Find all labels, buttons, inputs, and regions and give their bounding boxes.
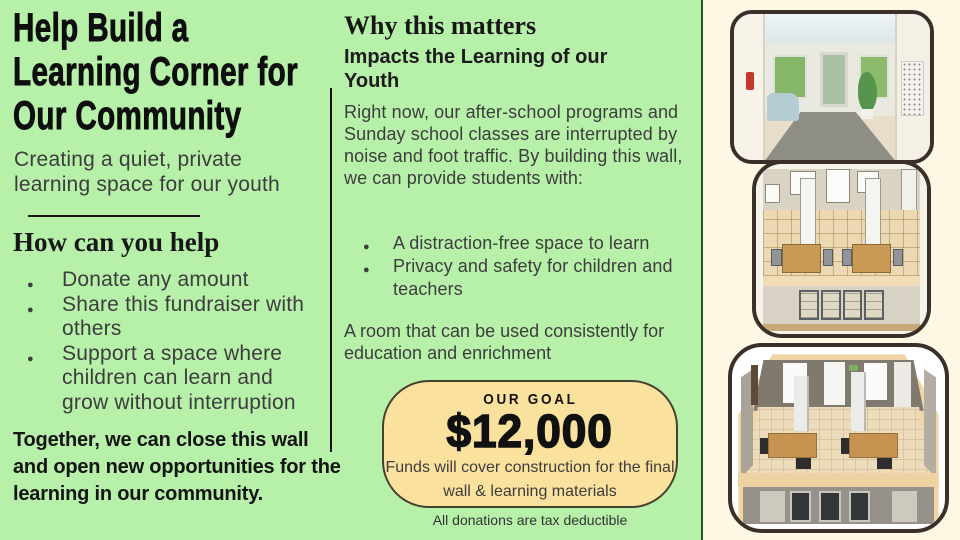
subtitle: Creating a quiet, private learning space for our youth [14,148,280,196]
iso-wall-panel [824,362,845,406]
impact-subheading: Impacts the Learning of our Youth [344,46,608,92]
how-can-you-help-heading: How can you help [13,227,220,257]
plan-wood-floor-strip [763,324,920,331]
iso-door-opening [790,491,811,522]
list-item: ● Privacy and safety for children and teachers [344,255,700,301]
list-item: ● A distraction-free space to learn [344,232,700,255]
floor-plan-3d-view [728,343,949,533]
room-use-note: A room that can be used consistently for education and enrichment [344,321,665,363]
closing-statement: Together, we can close this wall and open new opportunities for the learning in our community. [13,429,341,505]
tax-deductible-note: All donations are tax deductible [432,512,628,528]
plan-table [852,244,891,273]
goal-amount: $12,000 [446,405,614,457]
title-line-3: Our Community [13,94,242,138]
impact-paragraph: Right now, our after-school programs and Sunday school classes are interrupted by noise and foot traffic. By building this wall, we can provide students with: [344,102,683,188]
plan-wall-band [763,276,920,286]
plan-door-panel [821,290,841,321]
current-room-photo [730,10,934,164]
iso-right-wall [924,369,937,478]
iso-front-side-panel [760,491,786,522]
title-line-1: Help Build a [13,6,189,50]
photo-fire-extinguisher [746,72,754,90]
photo-plant-pot [861,109,873,119]
iso-front-wall-cap [738,473,938,488]
plan-column [800,178,815,253]
photo-glass-door [820,52,847,107]
iso-table [849,433,898,458]
iso-table [768,433,817,458]
plan-table [782,244,821,273]
list-item: ● Share this fundraiser with others [13,293,323,342]
plan-glass-doors [799,290,885,321]
plan-door-panel [843,290,863,321]
iso-wall-panel [864,363,887,399]
benefits-bullet-list [344,232,700,301]
goal-description: Funds will cover construction for the final wall & learning materials [385,459,675,500]
green-cream-divider-line [701,0,703,540]
photo-plant [858,72,878,111]
plan-chair [771,249,781,266]
column-divider-line [330,88,332,452]
page-title [13,6,398,138]
iso-door-opening [849,491,870,522]
photo-pattern-shelf [901,61,925,116]
plan-door-panel [864,290,884,321]
photo-armchair [767,93,798,121]
left-column [13,0,341,540]
plan-column [865,178,880,253]
list-item: ● Donate any amount [13,268,323,293]
goal-box [382,380,678,508]
help-bullet-list [13,268,323,415]
title-line-2: Learning Corner for [13,50,298,94]
iso-front-side-panel [892,491,918,522]
plan-chair [842,249,852,266]
divider-rule [28,215,200,217]
iso-exit-sign [849,365,858,370]
middle-column [344,0,700,540]
iso-wall-panel [894,362,911,411]
iso-corner-strip [751,365,757,405]
iso-column [794,376,809,431]
floor-plan-top-view [752,160,931,338]
plan-chair [893,249,903,266]
plan-sink [765,184,780,203]
list-item: ● Support a space where children can learn and grow without interruption [13,342,323,416]
goal-label: OUR GOAL [482,391,578,408]
plan-door-panel [799,290,819,321]
plan-cabinet [826,169,850,203]
plan-chair [823,249,833,266]
why-this-matters-heading: Why this matters [344,11,537,40]
iso-column [851,372,866,430]
iso-door-opening [819,491,840,522]
